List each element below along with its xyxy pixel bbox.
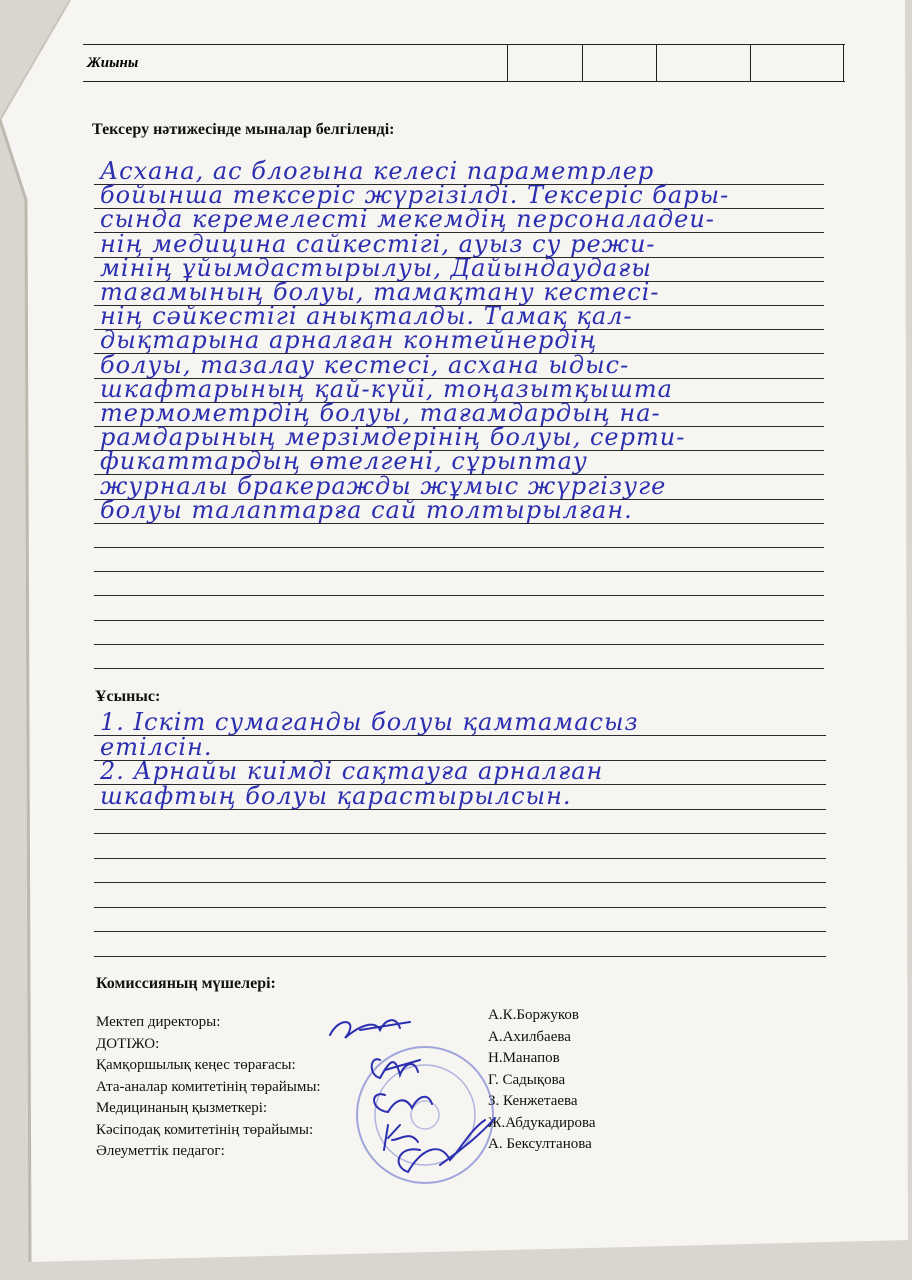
ruled-line bbox=[94, 571, 824, 572]
handwritten-line: дықтарына арналған контейнердің bbox=[100, 326, 598, 355]
member-name: З. Кенжетаева bbox=[488, 1093, 578, 1109]
role-label: Әлеуметтік педагог: bbox=[96, 1143, 225, 1159]
ruled-line bbox=[94, 858, 826, 859]
commission-roles bbox=[96, 1012, 321, 1163]
role-label: Мектеп директоры: bbox=[96, 1014, 221, 1030]
role-label: Медицинаның қызметкері: bbox=[96, 1100, 268, 1116]
handwritten-line: болуы талаптарға сай толтырылған. bbox=[100, 495, 633, 524]
ruled-line bbox=[94, 907, 826, 908]
ruled-line bbox=[94, 882, 826, 883]
member-name: А.Ахилбаева bbox=[488, 1028, 571, 1045]
handwritten-line: сында керемелесті мекемдің персоналадеи- bbox=[100, 205, 715, 234]
member-name: Ж.Абдукадирова bbox=[488, 1114, 596, 1131]
handwritten-line: тағамының болуы, тамақтану кестесі- bbox=[100, 278, 660, 306]
ruled-line bbox=[94, 595, 824, 596]
ruled-line bbox=[94, 547, 824, 548]
ruled-line bbox=[94, 620, 824, 621]
handwritten-line: шкафтың болуы қарастырылсын. bbox=[100, 781, 572, 810]
member-name: Г. Садықова bbox=[488, 1071, 566, 1088]
role-label: Ата-аналар комитетінің төрайымы: bbox=[96, 1078, 321, 1095]
member-name: Н.Манапов bbox=[488, 1050, 560, 1066]
handwritten-line: рамдарының мерзімдерінің болуы, серти- bbox=[100, 423, 686, 452]
findings-title: Тексеру нәтижесінде мыналар белгіленді: bbox=[92, 121, 395, 138]
handwritten-line: болуы, тазалау кестесі, асхана ыдыс- bbox=[100, 350, 630, 379]
table-cell bbox=[656, 45, 657, 81]
role-label: Кәсіподақ комитетінің төрайымы: bbox=[96, 1121, 314, 1138]
ruled-line bbox=[94, 668, 824, 669]
handwritten-line: 2. Арнайы киімді сақтауға арналған bbox=[100, 757, 604, 785]
handwritten-line: нің медицина сайкестігі, ауыз су режи- bbox=[100, 229, 656, 258]
member-name: А. Бексултанова bbox=[488, 1136, 592, 1152]
handwritten-line: мінің ұйымдастырылуы, Дайындаудағы bbox=[100, 253, 652, 282]
ruled-line bbox=[94, 931, 826, 932]
role-label: Қамқоршылық кеңес төрағасы: bbox=[96, 1057, 296, 1073]
handwritten-line: термометрдің болуы, тағамдардың на- bbox=[100, 399, 661, 427]
role-label: ДОТІЖО: bbox=[96, 1035, 160, 1052]
table-cell bbox=[582, 45, 583, 81]
summary-label: Жиыны bbox=[87, 55, 139, 71]
ruled-line bbox=[94, 644, 824, 645]
commission-title: Комиссияның мүшелері: bbox=[96, 975, 276, 992]
table-cell bbox=[750, 45, 751, 81]
recommendation-title: Ұсыныс: bbox=[95, 688, 161, 705]
handwritten-line: Асхана, ас блогына келесі параметрлер bbox=[100, 157, 655, 185]
handwritten-line: 1. Іскіт сумаганды болуы қамтамасыз bbox=[100, 708, 639, 736]
handwritten-line: нің сәйкестігі анықталды. Тамақ қал- bbox=[100, 302, 633, 331]
table-cell bbox=[507, 45, 508, 81]
handwritten-line: етілсін. bbox=[100, 732, 213, 761]
member-name: А.К.Боржуков bbox=[488, 1007, 579, 1023]
handwritten-line: шкафтарының қай-күйі, тоңазытқышта bbox=[100, 374, 673, 403]
ruled-line bbox=[94, 956, 826, 957]
handwritten-line: фикаттардың өтелгені, сұрыптау bbox=[100, 447, 588, 476]
table-cell bbox=[843, 45, 844, 81]
summary-table-row bbox=[83, 44, 845, 82]
handwritten-line: журналы бракеражды жұмыс жүргізуге bbox=[100, 471, 667, 500]
ruled-line bbox=[94, 833, 826, 834]
signatures bbox=[300, 1000, 520, 1200]
handwritten-line: бойынша тексеріс жүргізілді. Тексеріс бары- bbox=[100, 181, 730, 210]
